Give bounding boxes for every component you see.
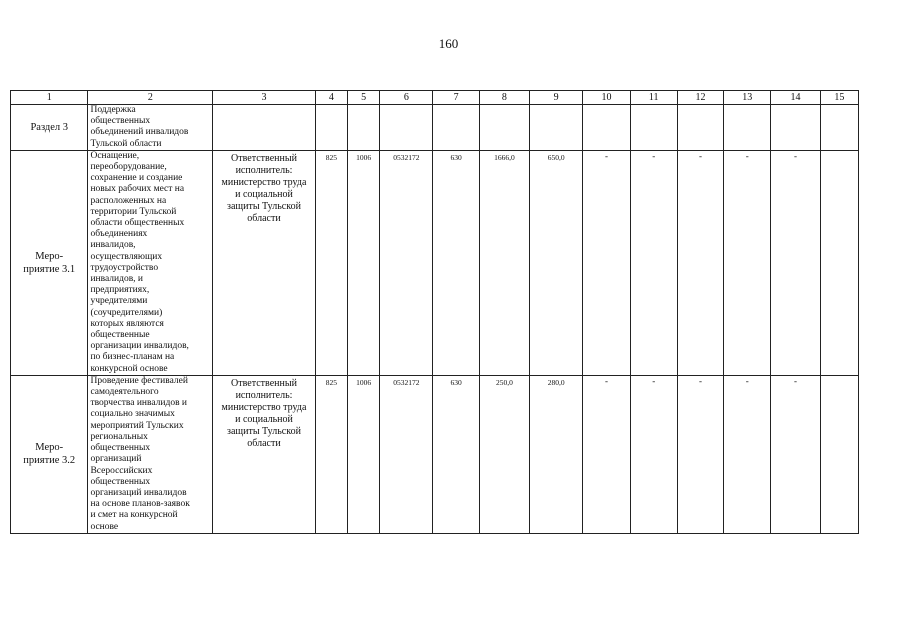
- executor-cell: [213, 150, 316, 375]
- value-cell: -: [630, 375, 677, 533]
- description-line: Поддержка: [90, 105, 136, 115]
- value-cell: -: [583, 150, 630, 375]
- description-line: общественных: [90, 476, 151, 487]
- header-cell: 1: [11, 91, 88, 105]
- description-line: по бизнес-планам на: [90, 352, 175, 363]
- description-line: и смет на конкурсной: [90, 510, 178, 521]
- description-line: инвалидов, и: [90, 274, 144, 285]
- value-cell: [630, 105, 677, 151]
- row-label: Раздел 3: [11, 105, 88, 151]
- value-cell: 630: [433, 150, 479, 375]
- description-line: Всероссийских: [90, 465, 153, 476]
- executor-line: Ответственный: [231, 377, 297, 389]
- value-cell: 1006: [347, 150, 379, 375]
- value-cell: [820, 375, 858, 533]
- description-line: территории Тульской: [90, 206, 177, 217]
- header-cell: 14: [771, 91, 820, 105]
- description-line: учредителями: [90, 296, 148, 307]
- executor-line: министерство труда: [221, 401, 307, 413]
- value-cell: 1006: [347, 375, 379, 533]
- executor-line: Ответственный: [231, 152, 297, 164]
- row-label-line: Меро-: [35, 442, 64, 454]
- header-row: [11, 91, 859, 105]
- description-line: (соучредителями): [90, 307, 163, 318]
- executor-line: министерство труда: [221, 176, 307, 188]
- value-cell: -: [771, 150, 820, 375]
- description-line: общественные: [90, 330, 150, 341]
- value-cell: -: [583, 375, 630, 533]
- description-line: объединений инвалидов: [90, 127, 189, 138]
- description-line: которых являются: [90, 318, 164, 329]
- value-cell: -: [677, 375, 723, 533]
- header-cell: 7: [433, 91, 479, 105]
- header-cell: 6: [380, 91, 433, 105]
- value-cell: -: [724, 150, 771, 375]
- value-cell: -: [724, 375, 771, 533]
- description-line: расположенных на: [90, 195, 167, 206]
- description-line: Оснащение,: [90, 150, 140, 161]
- value-cell: -: [771, 375, 820, 533]
- value-cell: 0532172: [380, 375, 433, 533]
- header-cell: 4: [315, 91, 347, 105]
- page-number: 160: [438, 36, 459, 51]
- header-cell: 3: [213, 91, 316, 105]
- row-label-line: Меро-: [35, 250, 64, 262]
- value-cell: 250,0: [479, 375, 529, 533]
- value-cell: [677, 105, 723, 151]
- header-cell: 15: [820, 91, 858, 105]
- executor-line: исполнитель:: [235, 389, 293, 401]
- value-cell: 280,0: [530, 375, 583, 533]
- value-cell: [771, 105, 820, 151]
- executor-cell: [213, 375, 316, 533]
- budget-table: [10, 90, 859, 534]
- description-line: организаций: [90, 454, 142, 465]
- description-line: основе: [90, 521, 119, 532]
- value-cell: 1666,0: [479, 150, 529, 375]
- description-line: Проведение фестивалей: [90, 375, 188, 386]
- description-line: области общественных: [90, 218, 185, 229]
- description-line: Тульской области: [90, 138, 162, 149]
- value-cell: [724, 105, 771, 151]
- description-line: конкурсной основе: [90, 363, 168, 374]
- value-cell: [315, 105, 347, 151]
- value-cell: -: [630, 150, 677, 375]
- row-label-line: приятие 3.1: [23, 263, 76, 275]
- executor-line: исполнитель:: [235, 164, 293, 176]
- value-cell: [820, 105, 858, 151]
- description-line: общественных: [90, 443, 151, 454]
- row-description: [88, 150, 213, 375]
- table-row-measure-3-2: [11, 375, 859, 533]
- executor-cell: [213, 105, 316, 151]
- header-cell: 10: [583, 91, 630, 105]
- header-cell: 13: [724, 91, 771, 105]
- description-line: региональных: [90, 431, 148, 442]
- header-cell: 5: [347, 91, 379, 105]
- value-cell: 0532172: [380, 150, 433, 375]
- description-line: инвалидов,: [90, 240, 136, 251]
- description-line: общественных: [90, 116, 151, 127]
- row-label: [11, 375, 88, 533]
- value-cell: 630: [433, 375, 479, 533]
- executor-line: защиты Тульской: [227, 425, 301, 437]
- executor-line: области: [247, 437, 281, 449]
- description-line: организаций инвалидов: [90, 487, 187, 498]
- description-line: мероприятий Тульских: [90, 420, 184, 431]
- header-cell: 11: [630, 91, 677, 105]
- value-cell: [820, 150, 858, 375]
- header-cell: 8: [479, 91, 529, 105]
- table-row-measure-3-1: [11, 150, 859, 375]
- row-description: [88, 375, 213, 533]
- description-line: творчества инвалидов и: [90, 398, 188, 409]
- description-line: трудоустройство: [90, 262, 159, 273]
- value-cell: -: [677, 150, 723, 375]
- value-cell: 825: [315, 150, 347, 375]
- description-line: на основе планов-заявок: [90, 499, 190, 510]
- value-cell: [380, 105, 433, 151]
- header-cell: 2: [88, 91, 213, 105]
- description-line: переоборудование,: [90, 162, 167, 173]
- value-cell: 650,0: [530, 150, 583, 375]
- description-line: объединениях: [90, 229, 148, 240]
- value-cell: [347, 105, 379, 151]
- description-line: самодеятельного: [90, 387, 159, 398]
- header-cell: 9: [530, 91, 583, 105]
- value-cell: [530, 105, 583, 151]
- row-description: [88, 105, 213, 151]
- value-cell: [479, 105, 529, 151]
- description-line: осуществляющих: [90, 251, 163, 262]
- value-cell: 825: [315, 375, 347, 533]
- executor-line: и социальной: [235, 413, 293, 425]
- description-line: сохранение и создание: [90, 173, 183, 184]
- row-label: [11, 150, 88, 375]
- table-row-section-3: [11, 105, 859, 151]
- executor-line: защиты Тульской: [227, 200, 301, 212]
- value-cell: [433, 105, 479, 151]
- description-line: новых рабочих мест на: [90, 184, 185, 195]
- description-line: организации инвалидов,: [90, 341, 189, 352]
- description-line: социально значимых: [90, 409, 175, 420]
- header-cell: 12: [677, 91, 723, 105]
- executor-line: и социальной: [235, 188, 293, 200]
- value-cell: [583, 105, 630, 151]
- row-label-line: приятие 3.2: [23, 455, 76, 467]
- executor-line: области: [247, 212, 281, 224]
- description-line: предприятиях,: [90, 285, 150, 296]
